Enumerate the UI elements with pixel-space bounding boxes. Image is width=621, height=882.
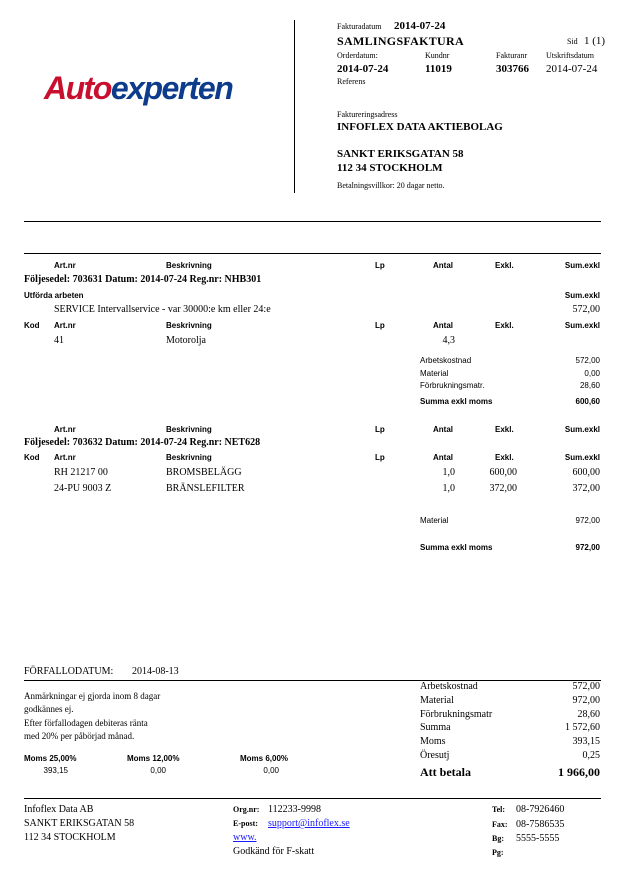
summary-label: Arbetskostnad: [420, 681, 478, 692]
summary-label: Förbrukningsmatr: [420, 709, 493, 720]
col-antal-4: Antal: [433, 453, 453, 462]
due-date: 2014-08-13: [132, 666, 179, 677]
col-beskrivning-3: Beskrivning: [166, 425, 212, 434]
summary-value: 0,25: [582, 750, 600, 761]
summary-label: Moms: [420, 736, 446, 747]
col-artnr-2: Art.nr: [54, 321, 76, 330]
item-artnr: 41: [54, 335, 64, 346]
s1-total-value: 0,00: [584, 369, 600, 378]
orderdatum-label: Orderdatum:: [337, 51, 378, 60]
orderdatum-value: 2014-07-24: [337, 63, 389, 75]
col-artnr-3: Art.nr: [54, 425, 76, 434]
bg-value: 5555-5555: [516, 833, 560, 844]
vat-label: Moms 6,00%: [240, 754, 289, 763]
att-betala-value: 1 966,00: [558, 765, 600, 779]
logo-part-auto: Auto: [44, 70, 111, 106]
pg-label: Pg:: [492, 848, 504, 857]
col-exkl: Exkl.: [495, 261, 514, 270]
item-artnr: RH 21217 00: [54, 467, 108, 478]
item-artnr: 24-PU 9003 Z: [54, 483, 112, 494]
col-exkl-4: Exkl.: [495, 453, 514, 462]
item-desc: Motorolja: [166, 335, 206, 346]
s2-material-value: 972,00: [575, 516, 600, 525]
col-kod-2: Kod: [24, 453, 40, 462]
due-label: FÖRFALLODATUM:: [24, 666, 114, 677]
fax-label: Fax:: [492, 820, 508, 829]
col-exkl-3: Exkl.: [495, 425, 514, 434]
autoexperten-logo: [44, 70, 232, 107]
s1-summa-value: 600,60: [575, 397, 600, 406]
fskatt-text: Godkänd för F-skatt: [233, 846, 315, 857]
col-exkl-2: Exkl.: [495, 321, 514, 330]
s2-summa-value: 972,00: [575, 543, 600, 552]
summary-value: 28,60: [577, 709, 600, 720]
faktureringsadress-label: Faktureringsadress: [337, 110, 398, 119]
document-title: SAMLINGSFAKTURA: [337, 34, 464, 48]
summary-rule: [24, 680, 601, 681]
remark-line: godkännes ej.: [24, 704, 74, 714]
footer-company: Infoflex Data AB: [24, 804, 94, 815]
footer-city: 112 34 STOCKHOLM: [24, 832, 116, 843]
bg-label: Bg:: [492, 834, 504, 843]
vat-value: 0,00: [263, 766, 279, 775]
item-desc: BROMSBELÄGG: [166, 467, 242, 478]
remark-line: Anmärkningar ej gjorda inom 8 dagar: [24, 691, 161, 701]
service-desc: SERVICE Intervallservice - var 30000:e km eller 24:e: [54, 304, 271, 315]
col-artnr: Art.nr: [54, 261, 76, 270]
col-kod: Kod: [24, 321, 40, 330]
s2-summa-label: Summa exkl moms: [420, 543, 493, 552]
item-antal: 1,0: [442, 483, 455, 494]
footer-street: SANKT ERIKSGATAN 58: [24, 818, 135, 829]
fax-value: 08-7586535: [516, 819, 565, 830]
tel-label: Tel:: [492, 805, 506, 814]
item-exkl: 600,00: [489, 467, 517, 478]
referens-label: Referens: [337, 77, 366, 86]
s2-material-label: Material: [420, 516, 449, 525]
orgnr-value: 112233-9998: [268, 804, 321, 815]
tel-value: 08-7926460: [516, 804, 565, 815]
s1-total-label: Material: [420, 369, 449, 378]
vat-label: Moms 25,00%: [24, 754, 77, 763]
billing-street: SANKT ERIKSGATAN 58: [337, 148, 464, 160]
sid-label: Sid: [567, 37, 578, 46]
item-exkl: 372,00: [489, 483, 517, 494]
item-antal: 4,3: [442, 335, 455, 346]
fakturadatum-value: 2014-07-24: [394, 20, 446, 32]
remark-line: med 20% per påbörjad månad.: [24, 731, 135, 741]
summary-label: Öresutj: [420, 750, 450, 761]
www-link[interactable]: www.: [233, 832, 257, 843]
s1-total-label: Förbrukningsmatr.: [420, 381, 485, 390]
billing-company: INFOFLEX DATA AKTIEBOLAG: [337, 121, 503, 133]
kundnr-label: Kundnr: [425, 51, 450, 60]
remark-line: Efter förfallodagen debiteras ränta: [24, 718, 148, 728]
orgnr-label: Org.nr:: [233, 805, 260, 814]
sid-value: 1 (1): [584, 35, 606, 47]
col-lp-2: Lp: [375, 321, 385, 330]
utskriftsdatum-label: Utskriftsdatum: [546, 51, 594, 60]
kundnr-value: 11019: [425, 63, 452, 75]
s1-total-label: Arbetskostnad: [420, 356, 472, 365]
summary-value: 972,00: [572, 695, 600, 706]
col-lp-3: Lp: [375, 425, 385, 434]
support-email-link[interactable]: support@infoflex.se: [268, 818, 350, 829]
item-desc: BRÄNSLEFILTER: [166, 483, 245, 494]
item-antal: 1,0: [442, 467, 455, 478]
foljesedel-2: Följesedel: 703632 Datum: 2014-07-24 Reg.nr: NET628: [24, 437, 261, 448]
vat-value: 0,00: [150, 766, 166, 775]
col-antal-2: Antal: [433, 321, 453, 330]
billing-city: 112 34 STOCKHOLM: [337, 162, 443, 174]
fakturanr-label: Fakturanr: [496, 51, 528, 60]
utforda-arbeten: Utförda arbeten: [24, 291, 84, 300]
col-sumexkl-2: Sum.exkl: [564, 321, 600, 330]
footer-rule: [24, 798, 601, 799]
item-sum: 372,00: [572, 483, 600, 494]
col-beskrivning-4: Beskrivning: [166, 453, 212, 462]
fakturanr-value: 303766: [496, 63, 529, 75]
col-artnr-4: Art.nr: [54, 453, 76, 462]
summary-label: Summa: [420, 722, 451, 733]
col-sumexkl-4: Sum.exkl: [564, 453, 600, 462]
col-lp-4: Lp: [375, 453, 385, 462]
summary-value: 572,00: [572, 681, 600, 692]
summary-value: 1 572,60: [565, 722, 600, 733]
summary-label: Material: [420, 695, 454, 706]
utskriftsdatum-value: 2014-07-24: [546, 63, 598, 75]
service-sum: 572,00: [572, 304, 600, 315]
logo-part-experten: experten: [110, 70, 233, 106]
payment-terms: Betalningsvillkor: 20 dagar netto.: [337, 181, 445, 190]
foljesedel-1: Följesedel: 703631 Datum: 2014-07-24 Reg.nr: NHB301: [24, 274, 262, 285]
s1-summa-label: Summa exkl moms: [420, 397, 493, 406]
col-antal: Antal: [433, 261, 453, 270]
col-lp: Lp: [375, 261, 385, 270]
col-beskrivning-2: Beskrivning: [166, 321, 212, 330]
col-sumexkl: Sum.exkl: [564, 261, 600, 270]
vat-value: 393,15: [43, 766, 68, 775]
sumexkl-label-1: Sum.exkl: [564, 291, 600, 300]
epost-label: E-post:: [233, 819, 258, 828]
vat-label: Moms 12,00%: [127, 754, 180, 763]
att-betala-label: Att betala: [420, 765, 471, 779]
header-divider: [294, 20, 295, 193]
table-top-rule: [24, 253, 601, 254]
fakturadatum-label: Fakturadatum: [337, 22, 382, 31]
s1-total-value: 28,60: [579, 381, 600, 390]
item-sum: 600,00: [572, 467, 600, 478]
col-sumexkl-3: Sum.exkl: [564, 425, 600, 434]
summary-value: 393,15: [572, 736, 600, 747]
col-beskrivning: Beskrivning: [166, 261, 212, 270]
s1-total-value: 572,00: [575, 356, 600, 365]
header-rule: [24, 221, 601, 222]
col-antal-3: Antal: [433, 425, 453, 434]
